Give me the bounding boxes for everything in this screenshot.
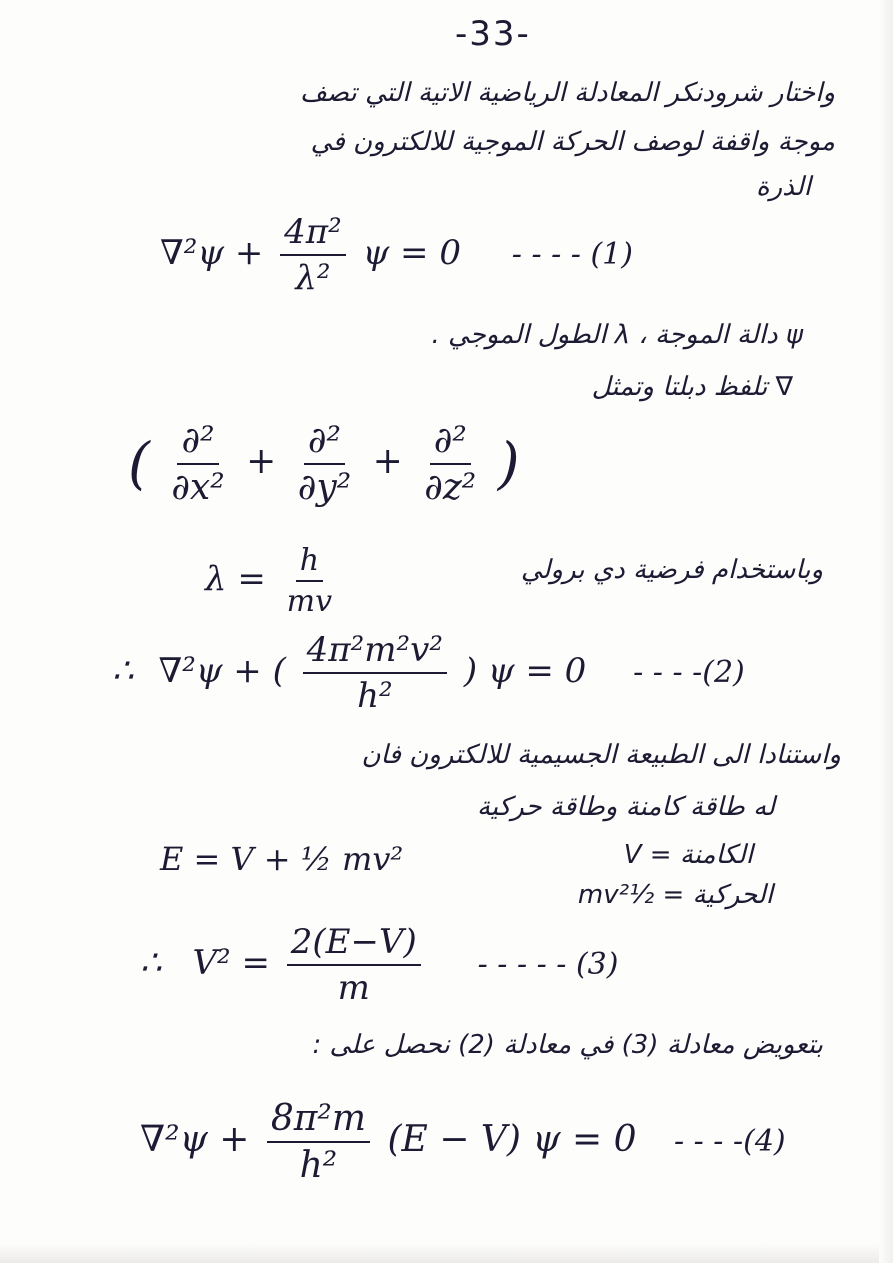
eq3-therefore: ∴: [140, 943, 162, 983]
eq1-lhs: ∇²ψ +: [160, 233, 264, 273]
eq2-frac-den: h²: [357, 676, 393, 716]
laplacian-plus-1: +: [246, 441, 277, 482]
potential-energy-label: الكامنة = V: [623, 840, 753, 870]
laplacian-term-x: [167, 420, 228, 508]
debroglie-fraction: [283, 543, 336, 619]
eq4-rhs: (E − V) ψ = 0: [387, 1119, 637, 1160]
laplacian-x-num: ∂²: [177, 420, 218, 465]
kinetic-energy-label: الحركية = ½mv²: [577, 880, 773, 910]
laplacian-x-den: ∂x²: [171, 467, 225, 508]
intro-line-1: واختار شرودنكر المعادلة الرياضية الاتية التي تصف: [300, 78, 835, 108]
intro-line-3: الذرة: [756, 172, 811, 202]
eq1-rhs: ψ = 0: [362, 233, 461, 273]
laplacian-term-z: [420, 420, 480, 508]
laplacian-open-paren: (: [128, 431, 150, 497]
eq1-frac-num: 4π²: [280, 212, 346, 256]
laplacian-y-den: ∂y²: [297, 467, 352, 508]
eq2-frac-num: 4π²m²v²: [303, 630, 447, 674]
equation-3: [140, 922, 618, 1008]
eq2-lhs: ∇²ψ + (: [158, 651, 286, 691]
page-right-edge: [879, 0, 893, 1263]
eq2-tag: - - - -(2): [633, 655, 745, 690]
eq3-frac-den: m: [337, 968, 370, 1008]
debroglie-text: وباستخدام فرضية دي برولي: [520, 555, 823, 585]
laplacian-term-y: [294, 420, 355, 508]
eq3-tag: - - - - - (3): [477, 947, 619, 982]
energy-text-line-1: واستنادا الى الطبيعة الجسيمية للالكترون فان: [361, 740, 841, 770]
equation-2: [112, 630, 745, 716]
eq2-therefore: ∴: [112, 651, 134, 691]
intro-line-2: موجة واقفة لوصف الحركة الموجية للالكترون في: [310, 127, 835, 157]
eq3-lhs: V² =: [192, 943, 270, 983]
eq4-fraction: [267, 1098, 370, 1186]
equation-4: [140, 1098, 786, 1186]
debroglie-den: mv: [286, 584, 333, 619]
debroglie-lhs: λ =: [205, 559, 266, 599]
laplacian-z-den: ∂z²: [424, 467, 477, 508]
energy-equation: E = V + ½ mv²: [160, 840, 404, 878]
eq4-lhs: ∇²ψ +: [140, 1119, 250, 1160]
laplacian-close-paren: ): [497, 431, 520, 497]
laplacian-z-num: ∂²: [430, 420, 471, 465]
laplacian-y-num: ∂²: [304, 420, 345, 465]
eq1-frac-den: λ²: [295, 258, 331, 298]
eq3-frac-num: 2(E−V): [287, 922, 421, 966]
eq3-fraction: [287, 922, 421, 1008]
eq4-tag: - - - -(4): [673, 1124, 786, 1159]
page-number: -33-: [455, 14, 531, 54]
debroglie-relation: [205, 543, 342, 619]
eq2-rhs: ) ψ = 0: [463, 651, 587, 691]
eq4-frac-den: h²: [299, 1145, 338, 1186]
substitution-text: بتعويض معادلة (3) في معادلة (2) نحصل على :: [312, 1030, 823, 1060]
equation-1: [160, 212, 633, 298]
laplacian-plus-2: +: [372, 441, 403, 482]
eq1-tag: - - - - (1): [511, 237, 633, 272]
debroglie-num: h: [296, 543, 323, 582]
energy-text-line-2: له طاقة كامنة وطاقة حركية: [476, 792, 775, 822]
eq4-frac-num: 8π²m: [267, 1098, 370, 1143]
eq2-fraction: [303, 630, 447, 716]
definition-psi-lambda: ψ دالة الموجة ، λ الطول الموجي .: [431, 320, 803, 350]
eq1-fraction: [280, 212, 346, 298]
laplacian-operator: [128, 420, 520, 508]
definition-nabla: ∇ تلفظ دبلتا وتمثل: [591, 372, 793, 402]
page-bottom-edge: [0, 1243, 893, 1263]
